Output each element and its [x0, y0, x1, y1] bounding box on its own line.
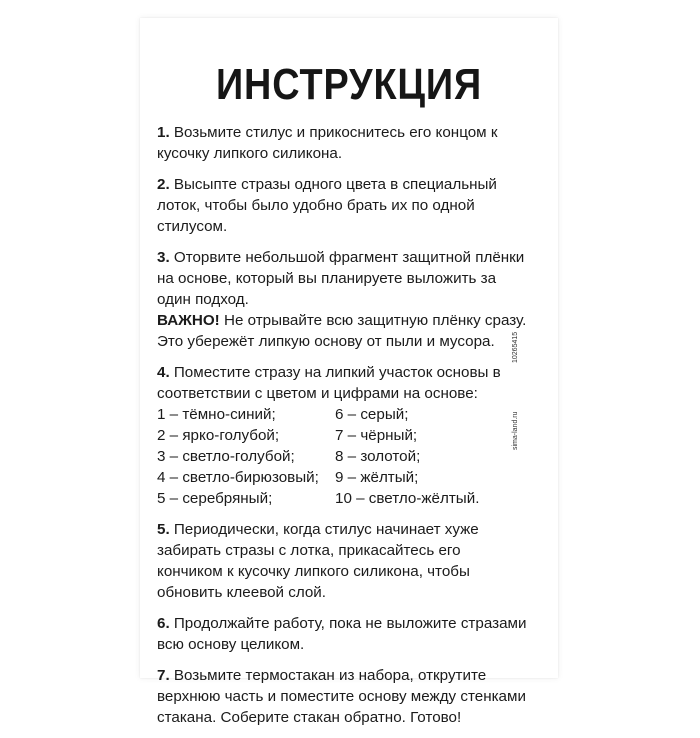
step-3	[157, 247, 527, 310]
step-1	[157, 122, 527, 164]
color-item: 5 – серебряный;	[157, 490, 273, 507]
step-number: 7.	[157, 667, 170, 684]
color-item: 9 – жёлтый;	[335, 469, 419, 486]
step-number: 3.	[157, 249, 170, 266]
color-item: 2 – ярко-голубой;	[157, 427, 280, 444]
step-text: Продолжайте работу, пока не выложите стразами всю основу целиком.	[157, 615, 527, 653]
step-text: Возьмите термостакан из набора, открутите верхнюю часть и поместите основу между стенками стакана. Соберите стакан обратно. Готово!	[157, 667, 526, 726]
step-number: 4.	[157, 364, 170, 381]
step-4	[157, 362, 527, 404]
color-item: 8 – золотой;	[335, 448, 421, 465]
step-text: Поместите стразу на липкий участок основы в соответствии с цветом и цифрами на основе:	[157, 364, 501, 402]
color-item: 1 – тёмно-синий;	[157, 406, 276, 423]
color-item: 6 – серый;	[335, 406, 409, 423]
warning-note	[157, 310, 527, 352]
step-number: 2.	[157, 176, 170, 193]
product-code: 10265415	[512, 331, 519, 363]
color-item: 7 – чёрный;	[335, 427, 418, 444]
color-item: 10 – светло-жёлтый.	[335, 490, 480, 507]
step-2	[157, 174, 527, 237]
step-number: 1.	[157, 124, 170, 141]
website-label: sima-land.ru	[512, 411, 519, 450]
step-7	[157, 665, 527, 728]
instruction-card	[140, 18, 558, 726]
color-item: 3 – светло-голубой;	[157, 448, 295, 465]
warning-label: ВАЖНО!	[157, 312, 220, 329]
step-text: Возьмите стилус и прикоснитесь его концом к кусочку липкого силикона.	[157, 124, 498, 162]
color-item: 4 – светло-бирюзовый;	[157, 469, 319, 486]
step-number: 5.	[157, 521, 170, 538]
step-6	[157, 613, 527, 655]
step-text: Периодически, когда стилус начинает хуже забирать стразы с лотка, прикасайтесь его кончиком к кусочку липкого силикона, чтобы обновить клеевой слой.	[157, 521, 479, 601]
step-text: Оторвите небольшой фрагмент защитной плёнки на основе, который вы планируете выложить за один подход.	[157, 249, 525, 308]
step-text: Высыпте стразы одного цвета в специальный лоток, чтобы было удобно брать их по одной стилусом.	[157, 176, 497, 235]
instructions-body	[157, 122, 527, 738]
color-legend	[157, 404, 527, 509]
warning-text: Не отрывайте всю защитную плёнку сразу. Это убережёт липкую основу от пыли и мусора.	[157, 312, 527, 350]
step-5	[157, 519, 527, 603]
step-number: 6.	[157, 615, 170, 632]
page-title: ИНСТРУКЦИЯ	[215, 60, 483, 109]
